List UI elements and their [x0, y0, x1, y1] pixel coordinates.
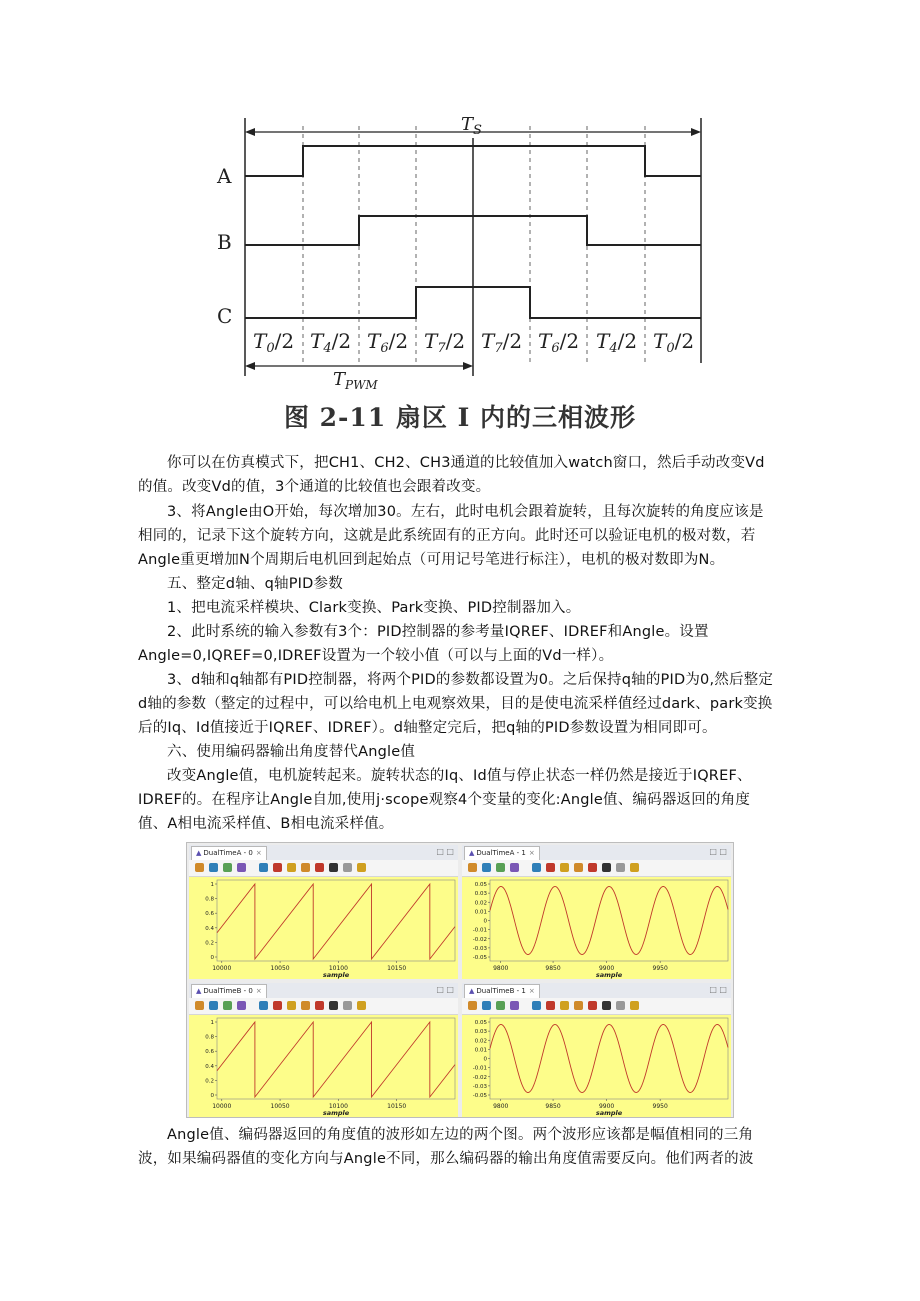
segment-label: $T_4/2$ [310, 329, 352, 356]
y-tick-label: 0.03 [474, 891, 487, 898]
paragraph-watch-window: 你可以在仿真模式下，把CH1、CH2、CH3通道的比较值加入watch窗口，然后手动改变Vd的值。改变Vd的值，3个通道的比较值也会跟着改变。 [138, 455, 765, 495]
scope-plot [189, 877, 458, 979]
y-tick-label: 0 [210, 1093, 214, 1099]
ts-label: $T_S$ [461, 114, 482, 138]
y-tick-label: 0.05 [474, 1020, 487, 1026]
toolbar-tool-icon[interactable] [630, 863, 639, 872]
toolbar-tool-icon[interactable] [630, 1001, 639, 1010]
y-tick-label: -0.05 [472, 955, 487, 961]
x-tick-label: 10100 [328, 965, 348, 972]
y-tick-label: 0.02 [474, 900, 487, 907]
toolbar-tool-icon[interactable] [315, 1001, 324, 1010]
x-tick-label: 10000 [212, 1103, 232, 1110]
panel-tab-label: DualTimeB - 1 [476, 987, 526, 995]
x-tick-label: 9800 [493, 1103, 509, 1110]
row-label-b: B [217, 230, 232, 254]
ts-arrowhead-right [691, 128, 701, 136]
y-tick-label: 1 [210, 1020, 214, 1026]
toolbar-tool-icon[interactable] [357, 1001, 366, 1010]
scope-plot [462, 1015, 731, 1117]
y-tick-label: 0.4 [205, 1063, 214, 1070]
toolbar-tool-icon[interactable] [602, 1001, 611, 1010]
toolbar-tool-icon[interactable] [195, 863, 204, 872]
toolbar-tool-icon[interactable] [273, 1001, 282, 1010]
toolbar-tool-icon[interactable] [588, 1001, 597, 1010]
y-tick-label: -0.02 [472, 936, 487, 943]
toolbar-tool-icon[interactable] [560, 1001, 569, 1010]
segment-label: $T_6/2$ [367, 329, 409, 356]
toolbar-tool-icon[interactable] [357, 863, 366, 872]
scope-plot [189, 1015, 458, 1117]
y-tick-label: -0.02 [472, 1074, 487, 1081]
toolbar-tool-icon[interactable] [602, 863, 611, 872]
scope-panel [462, 845, 731, 979]
x-tick-label: 9950 [652, 1103, 668, 1110]
segment-label: $T_7/2$ [424, 329, 466, 356]
pwm-arrowhead-right [463, 362, 473, 370]
x-axis-label: sample [595, 971, 623, 979]
minimize-maximize-icon[interactable]: □ □ [709, 985, 727, 994]
panel-tab[interactable] [464, 846, 540, 860]
toolbar-tool-icon[interactable] [343, 863, 352, 872]
x-tick-label: 10050 [270, 965, 290, 972]
y-tick-label: 0.4 [205, 925, 214, 932]
y-tick-label: -0.03 [472, 945, 487, 952]
plot-background [189, 877, 458, 979]
paragraph-jscope: 改变Angle值，电机旋转起来。旋转状态的Iq、Id值与停止状态一样仍然是接近于IQREF、IDREF的。在程序让Angle自加,使用j·scope观察4个变量的变化:Angle值、编码器返回的角度值、A相电流采样值、B相电流采样值。 [138, 768, 752, 832]
panel-toolbar [189, 860, 458, 877]
y-tick-label: -0.03 [472, 1083, 487, 1090]
segment-label: $T_0/2$ [253, 329, 295, 356]
row-label-a: A [217, 164, 232, 188]
y-tick-label: 1 [210, 882, 214, 888]
toolbar-tool-icon[interactable] [287, 863, 296, 872]
toolbar-tool-icon[interactable] [209, 863, 218, 872]
close-icon[interactable]: × [255, 849, 262, 857]
scope-panel [462, 983, 731, 1117]
x-tick-label: 9900 [598, 1103, 615, 1110]
x-tick-label: 10000 [212, 965, 232, 972]
toolbar-tool-icon[interactable] [532, 1001, 541, 1010]
segment-label: $T_4/2$ [596, 329, 638, 356]
minimize-maximize-icon[interactable]: □ □ [436, 985, 454, 994]
close-icon[interactable]: × [255, 987, 262, 995]
toolbar-tool-icon[interactable] [315, 863, 324, 872]
toolbar-tool-icon[interactable] [616, 863, 625, 872]
y-tick-label: 0.01 [474, 909, 487, 916]
paragraph-waveform-explanation: Angle值、编码器返回的角度值的波形如左边的两个图。两个波形应该都是幅值相同的三角波，如果编码器值的变化方向与Angle不同，那么编码器的输出角度值需要反向。他们两者的波 [138, 1127, 754, 1167]
panel-tab-bar [189, 845, 458, 861]
figure-caption: 图 2-11 扇区 I 内的三相波形 [283, 403, 637, 432]
y-tick-label: 0.6 [205, 1049, 214, 1056]
toolbar-tool-icon[interactable] [237, 863, 246, 872]
panel-tab-label: DualTimeA - 1 [476, 849, 526, 857]
x-tick-label: 9900 [598, 965, 615, 972]
toolbar-tool-icon[interactable] [468, 1001, 477, 1010]
toolbar-tool-icon[interactable] [259, 863, 268, 872]
toolbar-tool-icon[interactable] [237, 1001, 246, 1010]
toolbar-tool-icon[interactable] [209, 1001, 218, 1010]
toolbar-tool-icon[interactable] [560, 863, 569, 872]
scope-panel [189, 983, 458, 1117]
minimize-maximize-icon[interactable]: □ □ [709, 847, 727, 856]
toolbar-tool-icon[interactable] [301, 1001, 310, 1010]
y-tick-label: 0.03 [474, 1029, 487, 1036]
x-axis-label: sample [322, 971, 350, 979]
toolbar-tool-icon[interactable] [496, 1001, 505, 1010]
close-icon[interactable]: × [528, 849, 535, 857]
plot-background [462, 877, 731, 979]
y-tick-label: 0.2 [205, 940, 214, 947]
toolbar-tool-icon[interactable] [301, 863, 310, 872]
toolbar-tool-icon[interactable] [482, 1001, 491, 1010]
segment-label: $T_0/2$ [653, 329, 695, 356]
y-tick-label: 0.02 [474, 1038, 487, 1045]
y-tick-label: 0 [483, 918, 487, 925]
panel-tab-bar [462, 845, 731, 861]
panel-toolbar [462, 998, 731, 1015]
panel-tab[interactable] [464, 984, 540, 998]
scope-icon: ▲ [469, 987, 475, 995]
panel-toolbar [189, 998, 458, 1015]
x-tick-label: 10100 [328, 1103, 348, 1110]
x-tick-label: 10150 [387, 1103, 407, 1110]
x-tick-label: 9850 [545, 1103, 561, 1110]
y-tick-label: 0.01 [474, 1047, 487, 1054]
minimize-maximize-icon[interactable]: □ □ [436, 847, 454, 856]
toolbar-tool-icon[interactable] [588, 863, 597, 872]
y-tick-label: 0.8 [205, 1034, 214, 1041]
jscope-screenshot [186, 842, 734, 1118]
paragraph-pid-tuning: 3、d轴和q轴都有PID控制器，将两个PID的参数都设置为0。之后保持q轴的PID为0,然后整定d轴的参数（整定的过程中，可以给电机上电观察效果，目的是使电流采样值经过dark、park变换后的Iq、Id值接近于IQREF、IDREF）。d轴整定完后，把q轴的PID参数设置为相同即可。 [138, 672, 774, 736]
toolbar-tool-icon[interactable] [195, 1001, 204, 1010]
scope-icon: ▲ [196, 987, 202, 995]
y-tick-label: 0 [210, 955, 214, 961]
paragraph-input-params: 2、此时系统的输入参数有3个：PID控制器的参考量IQREF、IDREF和Angle。设置Angle=0,IQREF=0,IDREF设置为一个较小值（可以与上面的Vd一样）。 [138, 624, 709, 664]
ts-arrowhead-left [245, 128, 255, 136]
x-tick-label: 10050 [270, 1103, 290, 1110]
paragraph-add-modules: 1、把电流采样模块、Clark变换、Park变换、PID控制器加入。 [167, 600, 581, 616]
toolbar-tool-icon[interactable] [546, 1001, 555, 1010]
y-tick-label: 0.2 [205, 1078, 214, 1085]
x-axis-label: sample [322, 1109, 350, 1117]
y-tick-label: 0.6 [205, 911, 214, 918]
scope-plot [462, 877, 731, 979]
panel-toolbar [462, 860, 731, 877]
toolbar-tool-icon[interactable] [510, 863, 519, 872]
x-tick-label: 9800 [493, 965, 509, 972]
toolbar-tool-icon[interactable] [329, 1001, 338, 1010]
x-tick-label: 9850 [545, 965, 561, 972]
segment-label: $T_7/2$ [481, 329, 523, 356]
heading-encoder-angle: 六、使用编码器输出角度替代Angle值 [167, 744, 416, 760]
plot-background [462, 1015, 731, 1117]
y-tick-label: -0.01 [472, 927, 487, 934]
scope-icon: ▲ [469, 849, 475, 857]
toolbar-tool-icon[interactable] [287, 1001, 296, 1010]
panel-tab[interactable] [191, 846, 267, 860]
toolbar-tool-icon[interactable] [468, 863, 477, 872]
toolbar-tool-icon[interactable] [510, 1001, 519, 1010]
toolbar-tool-icon[interactable] [546, 863, 555, 872]
three-phase-waveform-figure [217, 108, 715, 408]
toolbar-tool-icon[interactable] [259, 1001, 268, 1010]
y-tick-label: -0.01 [472, 1065, 487, 1072]
row-label-c: C [217, 304, 233, 328]
panel-tab-label: DualTimeB - 0 [203, 987, 253, 995]
toolbar-tool-icon[interactable] [223, 1001, 232, 1010]
toolbar-tool-icon[interactable] [482, 863, 491, 872]
heading-tune-pid: 五、整定d轴、q轴PID参数 [167, 576, 343, 592]
toolbar-tool-icon[interactable] [496, 863, 505, 872]
toolbar-tool-icon[interactable] [329, 863, 338, 872]
x-axis-label: sample [595, 1109, 623, 1117]
plot-background [189, 1015, 458, 1117]
y-tick-label: -0.05 [472, 1093, 487, 1099]
y-tick-label: 0.8 [205, 896, 214, 903]
scope-icon: ▲ [196, 849, 202, 857]
toolbar-tool-icon[interactable] [223, 863, 232, 872]
toolbar-tool-icon[interactable] [616, 1001, 625, 1010]
panel-tab-bar [462, 983, 731, 999]
pwm-label: $T_{PWM}$ [333, 369, 378, 392]
segment-label: $T_6/2$ [538, 329, 580, 356]
y-tick-label: 0.05 [474, 882, 487, 888]
panel-tab-label: DualTimeA - 0 [203, 849, 253, 857]
toolbar-tool-icon[interactable] [574, 1001, 583, 1010]
paragraph-angle-direction: 3、将Angle由O开始，每次增加30。左右，此时电机会跟着旋转，且每次旋转的角度应该是相同的，记录下这个旋转方向，这就是此系统固有的正方向。此时还可以验证电机的极对数，若Angle重更增加N个周期后电机回到起始点（可用记号笔进行标注），电机的极对数即为N。 [138, 504, 764, 568]
panel-tab[interactable] [191, 984, 267, 998]
toolbar-tool-icon[interactable] [532, 863, 541, 872]
toolbar-tool-icon[interactable] [343, 1001, 352, 1010]
toolbar-tool-icon[interactable] [574, 863, 583, 872]
toolbar-tool-icon[interactable] [273, 863, 282, 872]
close-icon[interactable]: × [528, 987, 535, 995]
panel-tab-bar [189, 983, 458, 999]
pwm-arrowhead-left [245, 362, 255, 370]
x-tick-label: 9950 [652, 965, 668, 972]
y-tick-label: 0 [483, 1056, 487, 1063]
x-tick-label: 10150 [387, 965, 407, 972]
scope-panel [189, 845, 458, 979]
